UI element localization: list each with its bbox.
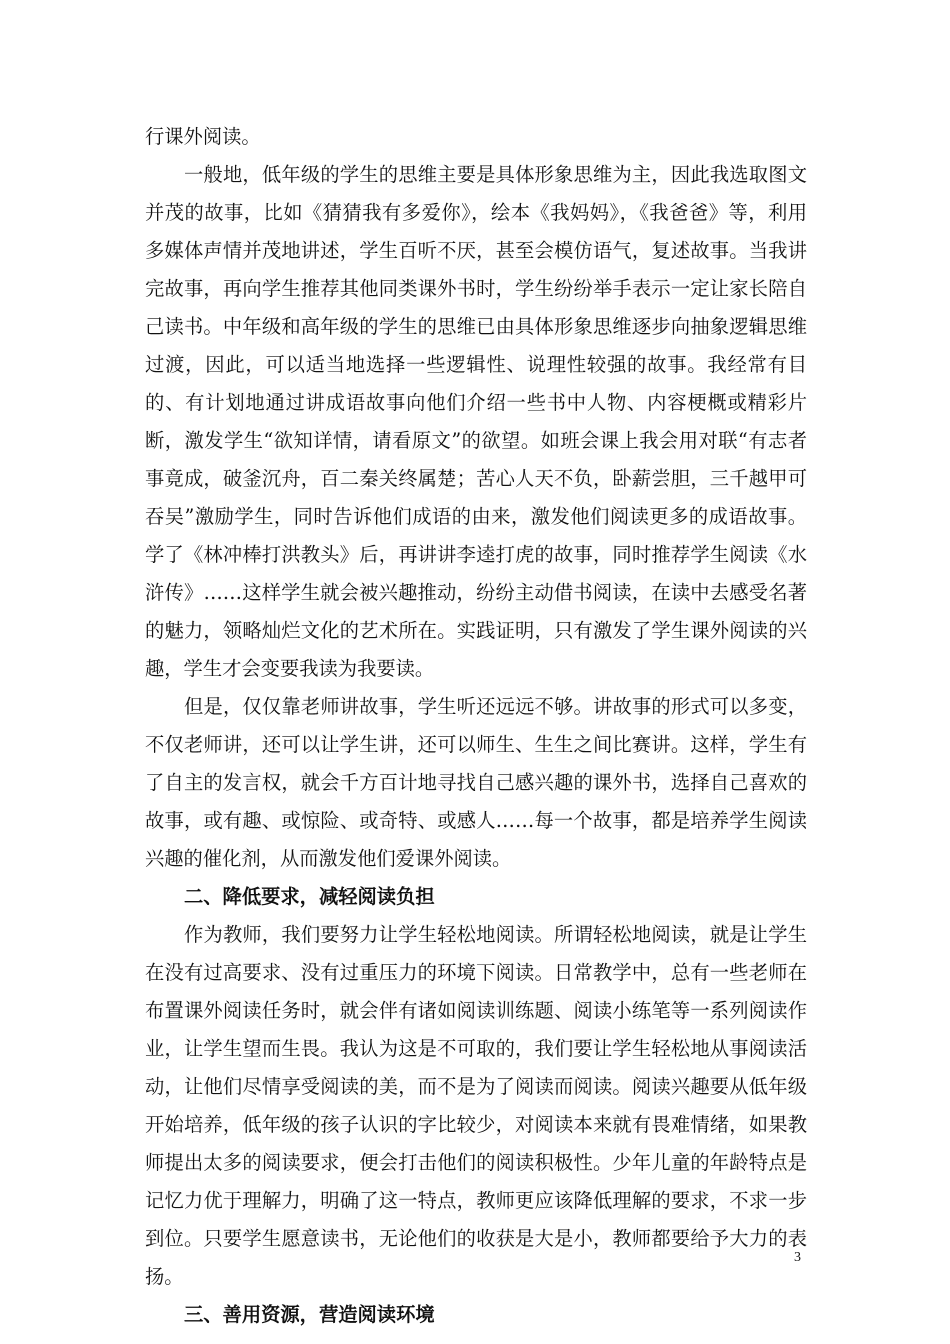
paragraph-story-selection: 一般地，低年级的学生的思维主要是具体形象思维为主，因此我选取图文并茂的故事，比如《猜猜我有多爱你》，绘本《我妈妈》，《我爸爸》等，利用多媒体声情并茂地讲述，学生百听不厌，甚至会模仿语气，复述故事。当我讲完故事，再向学生推荐其他同类课外书时，学生纷纷举手表示一定让家长陪自己读书。中年级和高年级的学生的思维已由具体形象思维逐步向抽象逻辑思维过渡，因此，可以适当地选择一些逻辑性、说理性较强的故事。我经常有目的、有计划地通过讲成语故事向他们介绍一些书中人物、内容梗概或精彩片断，激发学生“欲知详情，请看原文”的欲望。如班会课上我会用对联“有志者事竟成，破釜沉舟，百二秦关终属楚；苦心人天不负，卧薪尝胆，三千越甲可吞吴”激励学生，同时告诉他们成语的由来，激发他们阅读更多的成语故事。学了《林冲棒打洪教头》后，再讲讲李逵打虎的故事，同时推荐学生阅读《水浒传》……这样学生就会被兴趣推动，纷纷主动借书阅读，在读中去感受名著的魅力，领略灿烂文化的艺术所在。实践证明，只有激发了学生课外阅读的兴趣，学生才会变要我读为我要读。 bbox=[145, 163, 807, 680]
paragraph-storytelling-forms: 但是，仅仅靠老师讲故事，学生听还远远不够。讲故事的形式可以多变，不仅老师讲，还可以让学生讲，还可以师生、生生之间比赛讲。这样，学生有了自主的发言权，就会千方百计地寻找自己感兴趣的课外书，选择自己喜欢的故事，或有趣、或惊险、或奇特、或感人……每一个故事，都是培养学生阅读兴趣的催化剂，从而激发他们爱课外阅读。 bbox=[145, 695, 807, 870]
page-number: 3 bbox=[794, 1250, 801, 1265]
paragraph-easy-reading: 作为教师，我们要努力让学生轻松地阅读。所谓轻松地阅读，就是让学生在没有过高要求、没有过重压力的环境下阅读。日常教学中，总有一些老师在布置课外阅读任务时，就会伴有诸如阅读训练题、阅读小练笔等一系列阅读作业，让学生望而生畏。我认为这是不可取的，我们要让学生轻松地从事阅读活动，让他们尽情享受阅读的美，而不是为了阅读而阅读。阅读兴趣要从低年级开始培养，低年级的孩子认识的字比较少，对阅读本来就有畏难情绪，如果教师提出太多的阅读要求，便会打击他们的阅读积极性。少年儿童的年龄特点是记忆力优于理解力，明确了这一特点，教师更应该降低理解的要求，不求一步到位。只要学生愿意读书，无论他们的收获是大是小，教师都要给予大力的表扬。 bbox=[145, 923, 807, 1288]
document-body bbox=[145, 118, 807, 1334]
section-heading-3: 三、善用资源，营造阅读环境 bbox=[184, 1303, 435, 1326]
paragraph-continuation: 行课外阅读。 bbox=[145, 125, 261, 148]
section-heading-2: 二、降低要求，减轻阅读负担 bbox=[184, 885, 435, 908]
